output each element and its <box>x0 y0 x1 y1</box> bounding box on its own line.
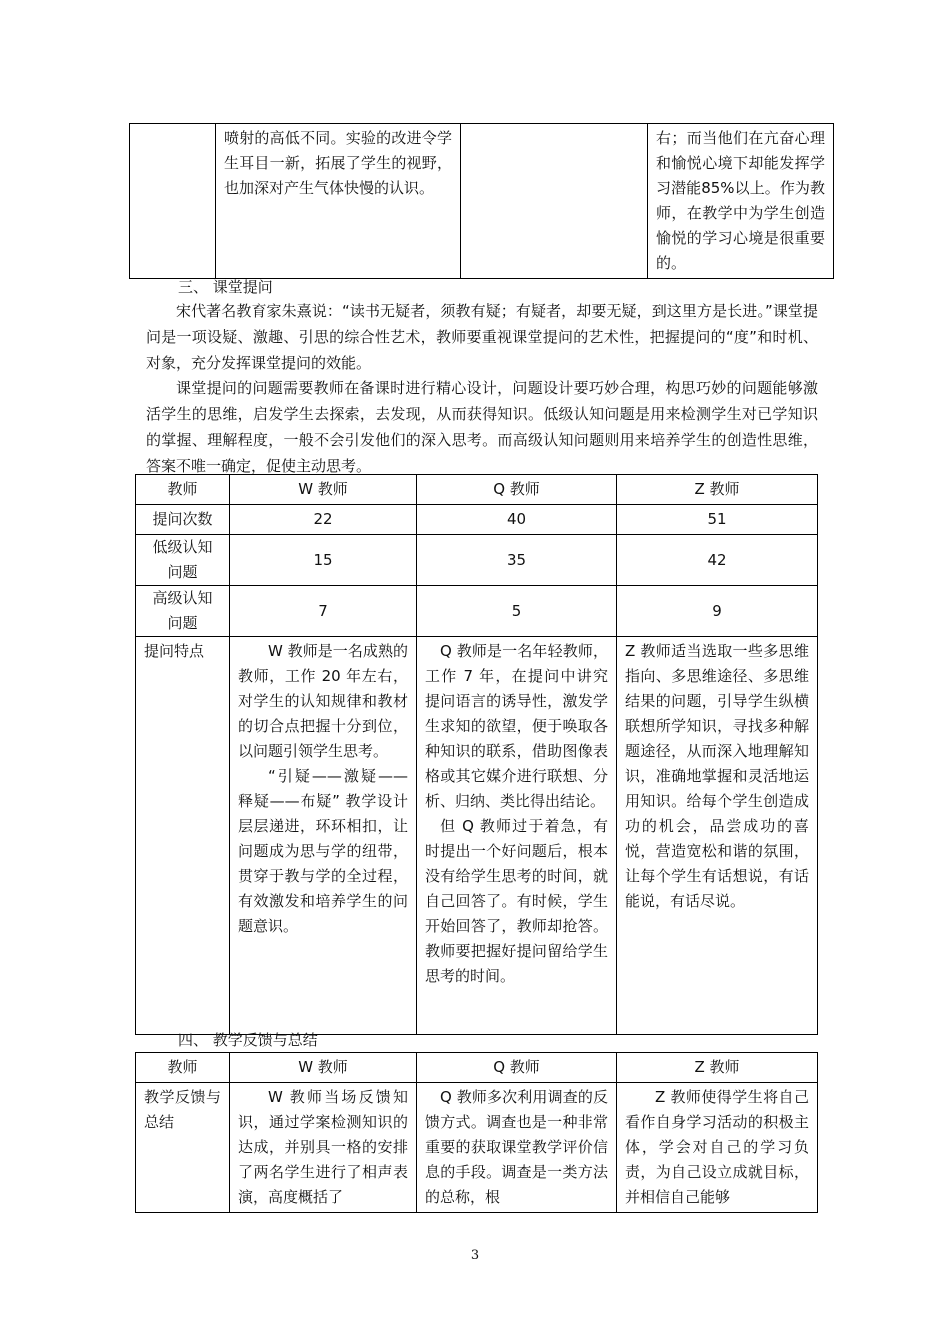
q-feature-paragraph: 但 Q 教师过于着急，有时提出一个好问题后，根本没有给学生思考的时间，就自己回答了。有时候，学生开始回答了，教师却抢答。教师要把握好提问留给学生思考的时间。 <box>425 817 608 985</box>
value-cell: 7 <box>230 586 417 637</box>
header-z-teacher: Z 教师 <box>617 475 818 505</box>
empty-cell <box>130 124 216 279</box>
value-cell: 15 <box>230 535 417 586</box>
z-feedback-cell: Z 教师使得学生将自己看作自身学习活动的积极主体，学会对自己的学习负责，为自己设立成就目标，并相信自己能够 <box>617 1083 818 1213</box>
table-row <box>136 586 818 637</box>
header-q-teacher: Q 教师 <box>417 475 617 505</box>
questioning-table <box>135 474 818 1035</box>
header-w-teacher: W 教师 <box>230 475 417 505</box>
header-teacher: 教师 <box>136 475 230 505</box>
q-feedback-cell: Q 教师多次利用调查的反馈方式。调查也是一种非常重要的获取课堂教学评价信息的手段。调查是一类方法的总称，根 <box>417 1083 617 1213</box>
q-feature-cell <box>417 637 617 1035</box>
row-label: 教学反馈与总结 <box>136 1083 230 1213</box>
table-header-row <box>136 475 818 505</box>
row-label: 高级认知问题 <box>136 586 230 637</box>
experiment-table-continued <box>129 123 834 279</box>
section-3-heading: 三、 课堂提问 <box>178 278 273 296</box>
table-row <box>136 1083 818 1213</box>
w-feature-cell <box>230 637 417 1035</box>
value-cell: 5 <box>417 586 617 637</box>
z-feature-paragraph: Z 教师适当选取一些多思维指向、多思维途径、多思维结果的问题，引导学生纵横联想所学知识，寻找多种解题途径，从而深入地理解知识，准确地掌握和灵活地运用知识。给每个学生创造成功的机会，品尝成功的喜悦，营造宽松和谐的氛围，让每个学生有话想说，有话能说，有话尽说。 <box>625 642 809 910</box>
table-header-row <box>136 1053 818 1083</box>
q-feature-paragraph: Q 教师是一名年轻教师，工作 7 年，在提问中讲究提问语言的诱导性，激发学生求知的欲望，便于唤取各种知识的联系，借助图像表格或其它媒介进行联想、分析、归纳、类比得出结论。 <box>425 642 608 810</box>
table-row <box>136 637 818 1035</box>
w-feature-paragraph: W 教师是一名成熟的教师，工作 20 年左右，对学生的认知规律和教材的切合点把握十分到位，以问题引领学生思考。 <box>238 642 408 760</box>
w-feature-paragraph: “引疑——激疑——释疑——布疑” 教学设计层层递进，环环相扣，让问题成为思与学的纽带，贯穿于教与学的全过程，有效激发和培养学生的问题意识。 <box>238 767 408 935</box>
header-w-teacher: W 教师 <box>230 1053 417 1083</box>
section-4-heading: 四、 教学反馈与总结 <box>178 1031 318 1049</box>
z-feature-cell <box>617 637 818 1035</box>
table-row <box>136 505 818 535</box>
table-row <box>136 535 818 586</box>
row-label: 低级认知问题 <box>136 535 230 586</box>
experiment-description-cell: 喷射的高低不同。实验的改进令学生耳目一新，拓展了学生的视野，也加深对产生气体快慢的认识。 <box>216 124 461 279</box>
header-z-teacher: Z 教师 <box>617 1053 818 1083</box>
empty-cell <box>461 124 648 279</box>
section-3-paragraph-1: 宋代著名教育家朱熹说：“读书无疑者，须教有疑；有疑者，却要无疑，到这里方是长进。”课堂提问是一项设疑、激趣、引思的综合性艺术，教师要重视课堂提问的艺术性，把握提问的“度”和时机、对象，充分发挥课堂提问的效能。 <box>146 302 818 372</box>
header-q-teacher: Q 教师 <box>417 1053 617 1083</box>
section-3-paragraph-2: 课堂提问的问题需要教师在备课时进行精心设计，问题设计要巧妙合理，构思巧妙的问题能够激活学生的思维，启发学生去探索，去发现，从而获得知识。低级认知问题是用来检测学生对已学知识的掌握、理解程度，一般不会引发他们的深入思考。而高级认知问题则用来培养学生的创造性思维，答案不唯一确定，促使主动思考。 <box>146 379 818 475</box>
page-number: 3 <box>470 1248 480 1263</box>
value-cell: 51 <box>617 505 818 535</box>
learning-mood-cell: 右；而当他们在亢奋心理和愉悦心境下却能发挥学习潜能85%以上。作为教师，在教学中为学生创造愉悦的学习心境是很重要的。 <box>648 124 834 279</box>
value-cell: 35 <box>417 535 617 586</box>
w-feedback-cell: W 教师当场反馈知识，通过学案检测知识的达成，并别具一格的安排了两名学生进行了相声表演，高度概括了 <box>230 1083 417 1213</box>
value-cell: 42 <box>617 535 818 586</box>
value-cell: 9 <box>617 586 818 637</box>
header-teacher: 教师 <box>136 1053 230 1083</box>
value-cell: 22 <box>230 505 417 535</box>
row-label: 提问次数 <box>136 505 230 535</box>
value-cell: 40 <box>417 505 617 535</box>
feedback-table <box>135 1052 818 1213</box>
row-label: 提问特点 <box>136 637 230 1035</box>
